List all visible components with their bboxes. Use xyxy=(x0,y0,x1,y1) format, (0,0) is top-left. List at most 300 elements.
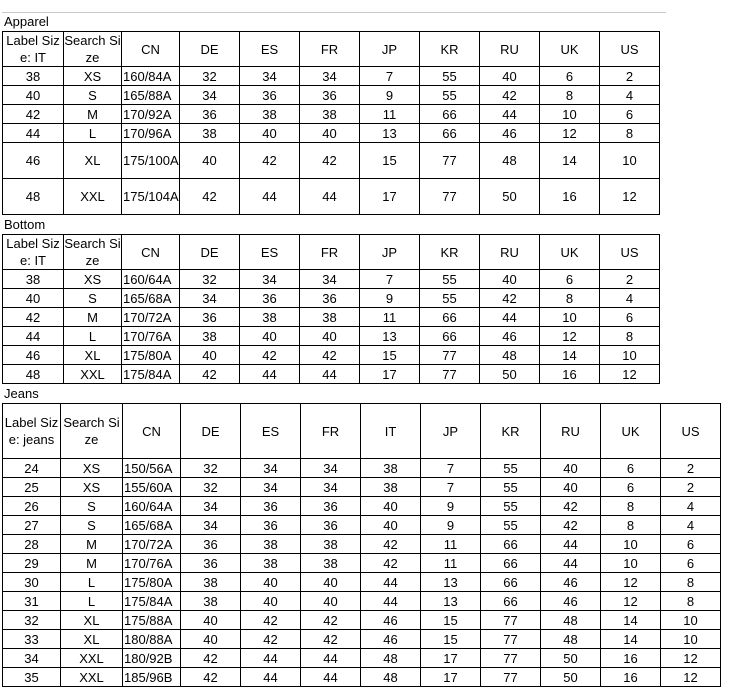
apparel-cell: M xyxy=(64,105,122,124)
jeans-cell: 38 xyxy=(361,459,421,478)
jeans-cell: 6 xyxy=(601,478,661,497)
apparel-cell: 12 xyxy=(540,124,600,143)
table-row xyxy=(3,668,721,687)
jeans-cell: 34 xyxy=(181,516,241,535)
bottom-cell: 34 xyxy=(180,289,240,308)
jeans-cell: 42 xyxy=(241,630,301,649)
apparel-cell: 32 xyxy=(180,67,240,86)
bottom-cell: 40 xyxy=(480,270,540,289)
jeans-cell: 50 xyxy=(541,668,601,687)
apparel-cell: 8 xyxy=(540,86,600,105)
jeans-cell: 38 xyxy=(241,535,301,554)
table-row xyxy=(3,179,660,215)
jeans-cell: 6 xyxy=(661,535,721,554)
bottom-header-cell: JP xyxy=(360,235,420,270)
jeans-cell: 4 xyxy=(661,497,721,516)
apparel-cell: 38 xyxy=(180,124,240,143)
jeans-cell: 44 xyxy=(301,668,361,687)
apparel-cell: 36 xyxy=(300,86,360,105)
apparel-cell: L xyxy=(64,124,122,143)
jeans-cell: XS xyxy=(61,478,123,497)
top-divider xyxy=(2,12,666,13)
jeans-cell: 44 xyxy=(301,649,361,668)
apparel-cell: 66 xyxy=(420,105,480,124)
jeans-cell: 34 xyxy=(181,497,241,516)
jeans-cell: 40 xyxy=(241,592,301,611)
jeans-header-cell: CN xyxy=(123,404,181,459)
jeans-cell: 36 xyxy=(181,554,241,573)
apparel-cell: 34 xyxy=(300,67,360,86)
bottom-cell: S xyxy=(64,289,122,308)
apparel-cell: 10 xyxy=(540,105,600,124)
apparel-cell: 175/104A xyxy=(122,179,180,215)
jeans-cell: 46 xyxy=(361,611,421,630)
table-row xyxy=(3,143,660,179)
bottom-cell: 42 xyxy=(240,346,300,365)
table-row xyxy=(3,497,721,516)
jeans-cell: 28 xyxy=(3,535,61,554)
apparel-header-cell: UK xyxy=(540,32,600,67)
bottom-cell: 11 xyxy=(360,308,420,327)
jeans-cell: 48 xyxy=(541,630,601,649)
jeans-cell: 180/92B xyxy=(123,649,181,668)
jeans-cell: 13 xyxy=(421,573,481,592)
table-row xyxy=(3,67,660,86)
jeans-cell: 40 xyxy=(301,592,361,611)
table-row xyxy=(3,459,721,478)
apparel-header-cell: KR xyxy=(420,32,480,67)
bottom-cell: 34 xyxy=(300,270,360,289)
bottom-cell: 40 xyxy=(180,346,240,365)
jeans-cell: 8 xyxy=(601,516,661,535)
jeans-cell: 77 xyxy=(481,649,541,668)
jeans-header-cell: Label Size: jeans xyxy=(3,404,61,459)
jeans-cell: 34 xyxy=(301,459,361,478)
bottom-cell: 2 xyxy=(600,270,660,289)
table-row xyxy=(3,124,660,143)
bottom-cell: 165/68A xyxy=(122,289,180,308)
apparel-cell: 42 xyxy=(300,143,360,179)
apparel-cell: 38 xyxy=(300,105,360,124)
jeans-cell: S xyxy=(61,516,123,535)
jeans-cell: 33 xyxy=(3,630,61,649)
jeans-header-cell: UK xyxy=(601,404,661,459)
bottom-cell: 9 xyxy=(360,289,420,308)
jeans-header-cell: IT xyxy=(361,404,421,459)
jeans-cell: M xyxy=(61,535,123,554)
apparel-cell: 44 xyxy=(240,179,300,215)
jeans-cell: 170/72A xyxy=(123,535,181,554)
bottom-cell: 12 xyxy=(540,327,600,346)
bottom-cell: 6 xyxy=(600,308,660,327)
jeans-cell: 44 xyxy=(541,535,601,554)
jeans-cell: XXL xyxy=(61,668,123,687)
jeans-cell: 14 xyxy=(601,611,661,630)
jeans-header-cell: DE xyxy=(181,404,241,459)
jeans-size-table xyxy=(2,403,721,687)
jeans-cell: 40 xyxy=(301,573,361,592)
bottom-cell: 34 xyxy=(240,270,300,289)
bottom-cell: 44 xyxy=(480,308,540,327)
bottom-cell: 48 xyxy=(3,365,64,384)
jeans-cell: 9 xyxy=(421,497,481,516)
bottom-cell: 44 xyxy=(240,365,300,384)
apparel-cell: 8 xyxy=(600,124,660,143)
apparel-cell: 38 xyxy=(3,67,64,86)
bottom-cell: 38 xyxy=(180,327,240,346)
jeans-header-cell: Search Size xyxy=(61,404,123,459)
apparel-cell: 48 xyxy=(480,143,540,179)
jeans-cell: 34 xyxy=(301,478,361,497)
jeans-cell: 40 xyxy=(181,611,241,630)
jeans-cell: 27 xyxy=(3,516,61,535)
bottom-header-cell: Label Size: IT xyxy=(3,235,64,270)
bottom-cell: 16 xyxy=(540,365,600,384)
bottom-header-cell: CN xyxy=(122,235,180,270)
bottom-title: Bottom xyxy=(4,217,46,232)
bottom-cell: 15 xyxy=(360,346,420,365)
jeans-cell: 55 xyxy=(481,478,541,497)
apparel-cell: 17 xyxy=(360,179,420,215)
jeans-cell: 15 xyxy=(421,611,481,630)
jeans-cell: XL xyxy=(61,630,123,649)
jeans-cell: 8 xyxy=(661,592,721,611)
jeans-cell: 10 xyxy=(661,611,721,630)
apparel-cell: XL xyxy=(64,143,122,179)
bottom-cell: 38 xyxy=(240,308,300,327)
apparel-cell: XXL xyxy=(64,179,122,215)
apparel-cell: 11 xyxy=(360,105,420,124)
bottom-cell: 46 xyxy=(3,346,64,365)
jeans-cell: 175/80A xyxy=(123,573,181,592)
jeans-cell: 6 xyxy=(661,554,721,573)
jeans-cell: 13 xyxy=(421,592,481,611)
jeans-cell: 42 xyxy=(541,516,601,535)
apparel-cell: 36 xyxy=(180,105,240,124)
bottom-cell: 46 xyxy=(480,327,540,346)
jeans-cell: 36 xyxy=(241,516,301,535)
jeans-cell: 46 xyxy=(541,592,601,611)
bottom-cell: 10 xyxy=(600,346,660,365)
jeans-cell: 2 xyxy=(661,459,721,478)
apparel-cell: 16 xyxy=(540,179,600,215)
bottom-cell: 42 xyxy=(480,289,540,308)
apparel-cell: 48 xyxy=(3,179,64,215)
jeans-cell: 55 xyxy=(481,516,541,535)
jeans-cell: 9 xyxy=(421,516,481,535)
apparel-header-cell: FR xyxy=(300,32,360,67)
apparel-cell: 44 xyxy=(3,124,64,143)
jeans-cell: 40 xyxy=(541,459,601,478)
jeans-cell: 44 xyxy=(361,573,421,592)
jeans-cell: 8 xyxy=(661,573,721,592)
apparel-header-cell: JP xyxy=(360,32,420,67)
bottom-cell: 14 xyxy=(540,346,600,365)
bottom-cell: 36 xyxy=(240,289,300,308)
jeans-cell: 150/56A xyxy=(123,459,181,478)
bottom-cell: 36 xyxy=(180,308,240,327)
bottom-cell: 32 xyxy=(180,270,240,289)
apparel-cell: 13 xyxy=(360,124,420,143)
bottom-cell: 160/64A xyxy=(122,270,180,289)
table-row xyxy=(3,611,721,630)
apparel-cell: 77 xyxy=(420,179,480,215)
apparel-header-cell: ES xyxy=(240,32,300,67)
table-row xyxy=(3,573,721,592)
bottom-cell: 7 xyxy=(360,270,420,289)
jeans-header-cell: JP xyxy=(421,404,481,459)
bottom-size-table xyxy=(2,234,660,384)
apparel-cell: 6 xyxy=(600,105,660,124)
apparel-cell: 170/92A xyxy=(122,105,180,124)
bottom-cell: 66 xyxy=(420,308,480,327)
jeans-cell: 16 xyxy=(601,649,661,668)
jeans-cell: 32 xyxy=(181,478,241,497)
jeans-cell: 10 xyxy=(601,554,661,573)
jeans-cell: 10 xyxy=(661,630,721,649)
table-row xyxy=(3,270,660,289)
bottom-header-cell: FR xyxy=(300,235,360,270)
table-row xyxy=(3,327,660,346)
jeans-cell: 160/64A xyxy=(123,497,181,516)
jeans-cell: 17 xyxy=(421,668,481,687)
bottom-cell: 66 xyxy=(420,327,480,346)
apparel-header-cell: DE xyxy=(180,32,240,67)
table-row xyxy=(3,86,660,105)
jeans-cell: 36 xyxy=(241,497,301,516)
bottom-header-cell: ES xyxy=(240,235,300,270)
jeans-header-cell: KR xyxy=(481,404,541,459)
bottom-cell: 12 xyxy=(600,365,660,384)
bottom-cell: 42 xyxy=(300,346,360,365)
jeans-cell: 165/68A xyxy=(123,516,181,535)
table-row xyxy=(3,346,660,365)
jeans-cell: 44 xyxy=(241,668,301,687)
jeans-cell: 66 xyxy=(481,554,541,573)
apparel-cell: 42 xyxy=(180,179,240,215)
table-row xyxy=(3,289,660,308)
table-row xyxy=(3,105,660,124)
apparel-cell: 160/84A xyxy=(122,67,180,86)
jeans-cell: 40 xyxy=(361,516,421,535)
apparel-cell: 12 xyxy=(600,179,660,215)
jeans-cell: 40 xyxy=(241,573,301,592)
apparel-cell: 34 xyxy=(180,86,240,105)
jeans-title: Jeans xyxy=(4,386,39,401)
apparel-header-row xyxy=(3,32,660,67)
apparel-cell: 10 xyxy=(600,143,660,179)
jeans-cell: 34 xyxy=(241,478,301,497)
bottom-cell: L xyxy=(64,327,122,346)
table-row xyxy=(3,535,721,554)
jeans-cell: 48 xyxy=(541,611,601,630)
apparel-cell: 36 xyxy=(240,86,300,105)
jeans-cell: L xyxy=(61,573,123,592)
jeans-cell: 38 xyxy=(301,535,361,554)
apparel-cell: 55 xyxy=(420,86,480,105)
table-row xyxy=(3,630,721,649)
apparel-cell: 46 xyxy=(480,124,540,143)
table-row xyxy=(3,365,660,384)
bottom-header-cell: DE xyxy=(180,235,240,270)
bottom-cell: 77 xyxy=(420,346,480,365)
jeans-cell: 55 xyxy=(481,497,541,516)
bottom-cell: 40 xyxy=(240,327,300,346)
apparel-cell: 14 xyxy=(540,143,600,179)
bottom-cell: 40 xyxy=(300,327,360,346)
bottom-header-cell: RU xyxy=(480,235,540,270)
jeans-cell: 185/96B xyxy=(123,668,181,687)
bottom-cell: 42 xyxy=(180,365,240,384)
jeans-cell: 40 xyxy=(541,478,601,497)
jeans-header-row xyxy=(3,404,721,459)
bottom-cell: 50 xyxy=(480,365,540,384)
apparel-cell: 40 xyxy=(240,124,300,143)
bottom-cell: XXL xyxy=(64,365,122,384)
jeans-cell: 42 xyxy=(181,668,241,687)
jeans-cell: 32 xyxy=(181,459,241,478)
jeans-cell: 77 xyxy=(481,668,541,687)
jeans-cell: 32 xyxy=(3,611,61,630)
jeans-cell: 38 xyxy=(181,592,241,611)
jeans-cell: 42 xyxy=(541,497,601,516)
bottom-cell: 44 xyxy=(3,327,64,346)
jeans-cell: 11 xyxy=(421,535,481,554)
apparel-cell: 44 xyxy=(480,105,540,124)
apparel-header-cell: US xyxy=(600,32,660,67)
bottom-cell: M xyxy=(64,308,122,327)
jeans-cell: 11 xyxy=(421,554,481,573)
jeans-cell: 38 xyxy=(181,573,241,592)
jeans-cell: S xyxy=(61,497,123,516)
bottom-cell: 170/76A xyxy=(122,327,180,346)
jeans-cell: 29 xyxy=(3,554,61,573)
apparel-cell: 7 xyxy=(360,67,420,86)
jeans-cell: 42 xyxy=(361,554,421,573)
jeans-cell: 48 xyxy=(361,668,421,687)
jeans-cell: 38 xyxy=(361,478,421,497)
bottom-cell: XL xyxy=(64,346,122,365)
jeans-cell: XL xyxy=(61,611,123,630)
jeans-cell: 36 xyxy=(301,497,361,516)
apparel-header-cell: Label Size: IT xyxy=(3,32,64,67)
table-row xyxy=(3,308,660,327)
jeans-cell: 25 xyxy=(3,478,61,497)
bottom-cell: 8 xyxy=(600,327,660,346)
bottom-cell: XS xyxy=(64,270,122,289)
jeans-cell: XS xyxy=(61,459,123,478)
jeans-header-cell: FR xyxy=(301,404,361,459)
bottom-cell: 48 xyxy=(480,346,540,365)
apparel-cell: 55 xyxy=(420,67,480,86)
apparel-cell: 34 xyxy=(240,67,300,86)
jeans-cell: 48 xyxy=(361,649,421,668)
jeans-cell: 26 xyxy=(3,497,61,516)
jeans-cell: 8 xyxy=(601,497,661,516)
apparel-cell: XS xyxy=(64,67,122,86)
jeans-cell: 44 xyxy=(361,592,421,611)
bottom-cell: 175/84A xyxy=(122,365,180,384)
jeans-cell: 180/88A xyxy=(123,630,181,649)
bottom-cell: 44 xyxy=(300,365,360,384)
jeans-cell: 35 xyxy=(3,668,61,687)
table-row xyxy=(3,516,721,535)
jeans-cell: 66 xyxy=(481,535,541,554)
jeans-header-cell: RU xyxy=(541,404,601,459)
apparel-size-table xyxy=(2,31,660,215)
bottom-header-cell: US xyxy=(600,235,660,270)
jeans-cell: 31 xyxy=(3,592,61,611)
bottom-cell: 6 xyxy=(540,270,600,289)
jeans-cell: 12 xyxy=(661,649,721,668)
apparel-cell: 165/88A xyxy=(122,86,180,105)
jeans-cell: 10 xyxy=(601,535,661,554)
bottom-header-cell: Search Size xyxy=(64,236,121,268)
bottom-cell: 36 xyxy=(300,289,360,308)
apparel-cell: 170/96A xyxy=(122,124,180,143)
apparel-cell: 40 xyxy=(480,67,540,86)
apparel-cell: 50 xyxy=(480,179,540,215)
apparel-cell: 40 xyxy=(3,86,64,105)
jeans-cell: 155/60A xyxy=(123,478,181,497)
bottom-header-cell: UK xyxy=(540,235,600,270)
table-row xyxy=(3,478,721,497)
jeans-cell: 40 xyxy=(361,497,421,516)
jeans-cell: 42 xyxy=(361,535,421,554)
jeans-cell: 66 xyxy=(481,592,541,611)
jeans-cell: 6 xyxy=(601,459,661,478)
jeans-cell: 46 xyxy=(541,573,601,592)
apparel-cell: 77 xyxy=(420,143,480,179)
jeans-cell: 42 xyxy=(301,630,361,649)
apparel-cell: 42 xyxy=(240,143,300,179)
jeans-cell: 175/88A xyxy=(123,611,181,630)
jeans-cell: 40 xyxy=(181,630,241,649)
jeans-cell: 16 xyxy=(601,668,661,687)
jeans-cell: M xyxy=(61,554,123,573)
apparel-cell: S xyxy=(64,86,122,105)
bottom-cell: 13 xyxy=(360,327,420,346)
jeans-cell: 12 xyxy=(601,592,661,611)
jeans-cell: 34 xyxy=(3,649,61,668)
bottom-cell: 10 xyxy=(540,308,600,327)
apparel-cell: 42 xyxy=(3,105,64,124)
jeans-header-cell: US xyxy=(661,404,721,459)
apparel-header-cell: RU xyxy=(480,32,540,67)
jeans-cell: 24 xyxy=(3,459,61,478)
bottom-cell: 38 xyxy=(3,270,64,289)
jeans-cell: 50 xyxy=(541,649,601,668)
apparel-cell: 6 xyxy=(540,67,600,86)
apparel-cell: 40 xyxy=(300,124,360,143)
jeans-cell: 38 xyxy=(301,554,361,573)
jeans-cell: 170/76A xyxy=(123,554,181,573)
jeans-cell: 46 xyxy=(361,630,421,649)
jeans-cell: 77 xyxy=(481,630,541,649)
bottom-cell: 170/72A xyxy=(122,308,180,327)
jeans-cell: 66 xyxy=(481,573,541,592)
bottom-cell: 8 xyxy=(540,289,600,308)
bottom-header-cell: KR xyxy=(420,235,480,270)
jeans-cell: 15 xyxy=(421,630,481,649)
jeans-cell: 44 xyxy=(241,649,301,668)
jeans-cell: 77 xyxy=(481,611,541,630)
apparel-cell: 2 xyxy=(600,67,660,86)
apparel-cell: 175/100A xyxy=(122,143,180,179)
jeans-cell: 7 xyxy=(421,459,481,478)
bottom-cell: 55 xyxy=(420,289,480,308)
jeans-header-cell: ES xyxy=(241,404,301,459)
